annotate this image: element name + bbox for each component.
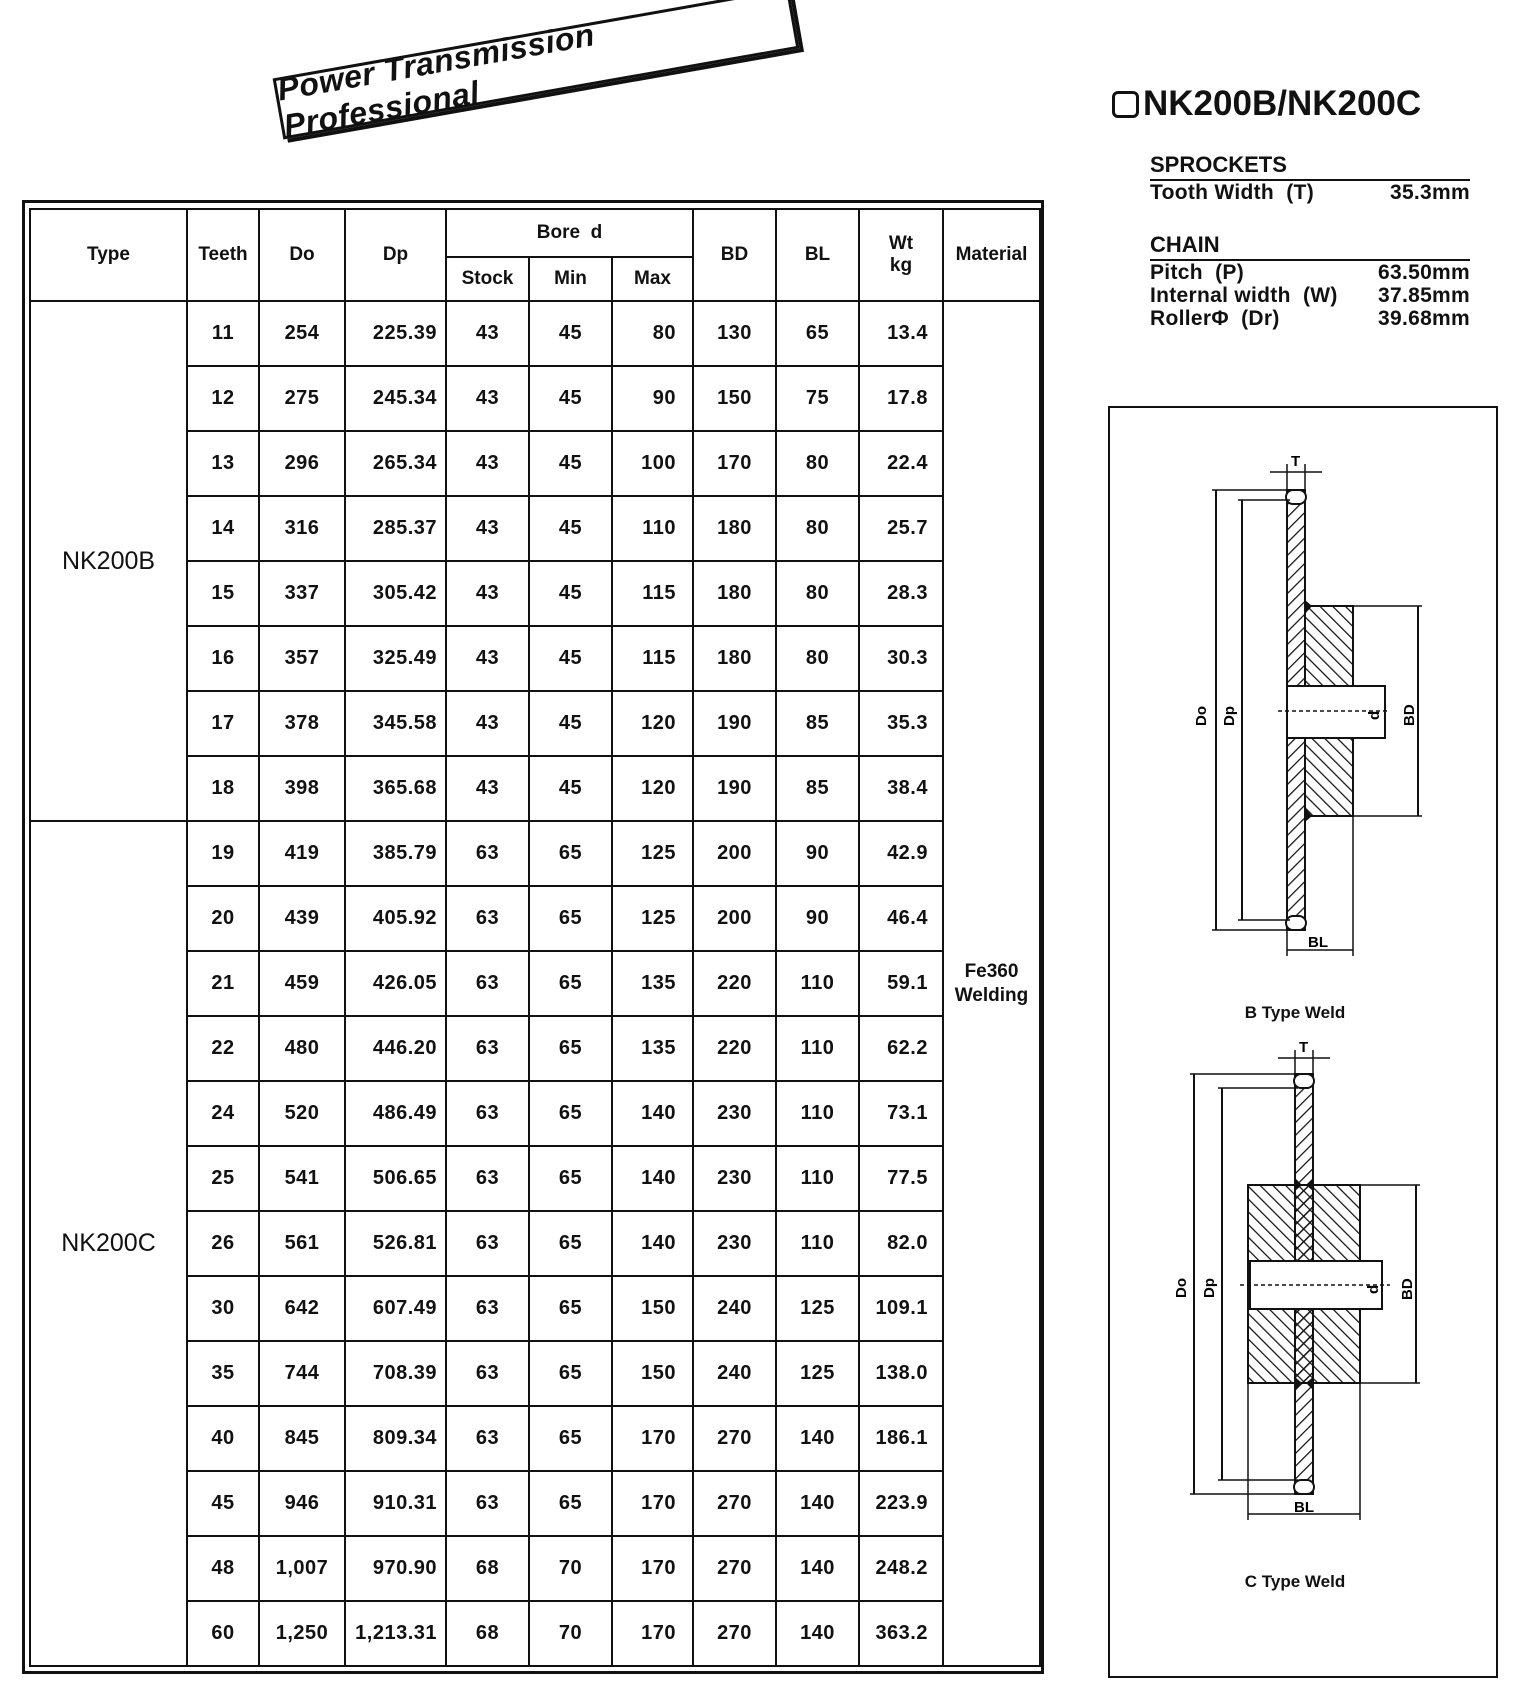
min-cell: 45	[529, 366, 612, 431]
dp-cell: 426.05	[345, 951, 446, 1016]
do-cell: 541	[259, 1146, 345, 1211]
wt-cell: 46.4	[859, 886, 943, 951]
teeth-cell: 25	[187, 1146, 259, 1211]
do-cell: 561	[259, 1211, 345, 1276]
wt-cell: 22.4	[859, 431, 943, 496]
spec-label: RollerΦ (Dr)	[1150, 307, 1280, 330]
bl-cell: 85	[776, 691, 859, 756]
stock-cell: 43	[446, 301, 529, 366]
bd-cell: 200	[693, 886, 776, 951]
table-row	[30, 821, 1040, 886]
min-cell: 45	[529, 626, 612, 691]
max-cell: 140	[612, 1146, 693, 1211]
bd-cell: 240	[693, 1341, 776, 1406]
max-cell: 115	[612, 626, 693, 691]
bd-cell: 240	[693, 1276, 776, 1341]
bl-cell: 110	[776, 951, 859, 1016]
bd-cell: 270	[693, 1601, 776, 1666]
wt-cell: 186.1	[859, 1406, 943, 1471]
dp-cell: 405.92	[345, 886, 446, 951]
table-row	[30, 301, 1040, 366]
dp-cell: 446.20	[345, 1016, 446, 1081]
do-cell: 946	[259, 1471, 345, 1536]
teeth-cell: 19	[187, 821, 259, 886]
teeth-cell: 60	[187, 1601, 259, 1666]
max-cell: 135	[612, 1016, 693, 1081]
stock-cell: 63	[446, 1081, 529, 1146]
dp-cell: 385.79	[345, 821, 446, 886]
do-cell: 1,007	[259, 1536, 345, 1601]
bl-cell: 140	[776, 1406, 859, 1471]
do-cell: 1,250	[259, 1601, 345, 1666]
bd-cell: 270	[693, 1471, 776, 1536]
teeth-cell: 24	[187, 1081, 259, 1146]
max-cell: 125	[612, 886, 693, 951]
wt-cell: 25.7	[859, 496, 943, 561]
max-cell: 170	[612, 1471, 693, 1536]
bl-cell: 110	[776, 1146, 859, 1211]
teeth-cell: 21	[187, 951, 259, 1016]
wt-cell: 73.1	[859, 1081, 943, 1146]
dp-cell: 607.49	[345, 1276, 446, 1341]
do-cell: 744	[259, 1341, 345, 1406]
min-cell: 45	[529, 431, 612, 496]
min-cell: 65	[529, 1341, 612, 1406]
bd-cell: 190	[693, 756, 776, 821]
teeth-cell: 13	[187, 431, 259, 496]
teeth-cell: 16	[187, 626, 259, 691]
stock-cell: 63	[446, 886, 529, 951]
bd-cell: 180	[693, 561, 776, 626]
bl-cell: 65	[776, 301, 859, 366]
bl-cell: 90	[776, 821, 859, 886]
d-label: d	[1365, 1284, 1382, 1294]
dp-cell: 809.34	[345, 1406, 446, 1471]
bd-cell: 220	[693, 951, 776, 1016]
do-cell: 316	[259, 496, 345, 561]
do-label: Do	[1193, 706, 1210, 726]
wt-cell: 62.2	[859, 1016, 943, 1081]
bl-cell: 80	[776, 626, 859, 691]
bl-cell: 125	[776, 1341, 859, 1406]
do-cell: 845	[259, 1406, 345, 1471]
max-cell: 170	[612, 1536, 693, 1601]
bd-label: BD	[1399, 1278, 1416, 1300]
spec-label: Tooth Width (T)	[1150, 181, 1314, 204]
do-cell: 439	[259, 886, 345, 951]
min-cell: 65	[529, 1211, 612, 1276]
dp-cell: 225.39	[345, 301, 446, 366]
do-cell: 296	[259, 431, 345, 496]
max-cell: 80	[612, 301, 693, 366]
teeth-cell: 40	[187, 1406, 259, 1471]
dp-cell: 285.37	[345, 496, 446, 561]
stock-cell: 63	[446, 1016, 529, 1081]
dp-cell: 1,213.31	[345, 1601, 446, 1666]
header-stock: Stock	[446, 257, 529, 301]
min-cell: 45	[529, 691, 612, 756]
bd-cell: 130	[693, 301, 776, 366]
bd-cell: 270	[693, 1536, 776, 1601]
min-cell: 65	[529, 1471, 612, 1536]
max-cell: 150	[612, 1276, 693, 1341]
bd-cell: 190	[693, 691, 776, 756]
stock-cell: 63	[446, 821, 529, 886]
min-cell: 65	[529, 1406, 612, 1471]
type-cell: NK200B	[30, 301, 187, 821]
teeth-cell: 45	[187, 1471, 259, 1536]
bl-cell: 125	[776, 1276, 859, 1341]
spec-label: Pitch (P)	[1150, 261, 1245, 284]
teeth-cell: 17	[187, 691, 259, 756]
dp-cell: 910.31	[345, 1471, 446, 1536]
header-type: Type	[30, 209, 187, 301]
bl-cell: 140	[776, 1601, 859, 1666]
header-bl: BL	[776, 209, 859, 301]
header-wt: Wt kg	[859, 209, 943, 301]
do-cell: 419	[259, 821, 345, 886]
min-cell: 65	[529, 886, 612, 951]
bd-cell: 230	[693, 1146, 776, 1211]
min-cell: 70	[529, 1536, 612, 1601]
min-cell: 45	[529, 561, 612, 626]
brand-stamp-banner	[273, 0, 800, 144]
dp-cell: 245.34	[345, 366, 446, 431]
spec-value: 63.50mm	[1378, 261, 1470, 284]
c-type-caption: C Type Weld	[1244, 1572, 1346, 1591]
stock-cell: 68	[446, 1601, 529, 1666]
chain-section	[1150, 232, 1470, 330]
wt-cell: 82.0	[859, 1211, 943, 1276]
spec-label: Internal width (W)	[1150, 284, 1338, 307]
max-cell: 125	[612, 821, 693, 886]
max-cell: 135	[612, 951, 693, 1016]
do-cell: 398	[259, 756, 345, 821]
bd-cell: 230	[693, 1211, 776, 1276]
min-cell: 70	[529, 1601, 612, 1666]
wt-cell: 38.4	[859, 756, 943, 821]
bd-cell: 230	[693, 1081, 776, 1146]
wt-cell: 248.2	[859, 1536, 943, 1601]
teeth-cell: 15	[187, 561, 259, 626]
do-cell: 520	[259, 1081, 345, 1146]
dp-cell: 305.42	[345, 561, 446, 626]
stock-cell: 43	[446, 691, 529, 756]
bd-label: BD	[1401, 704, 1418, 726]
dp-cell: 708.39	[345, 1341, 446, 1406]
do-cell: 337	[259, 561, 345, 626]
max-cell: 120	[612, 691, 693, 756]
max-cell: 120	[612, 756, 693, 821]
teeth-cell: 18	[187, 756, 259, 821]
max-cell: 90	[612, 366, 693, 431]
header-teeth: Teeth	[187, 209, 259, 301]
wt-cell: 363.2	[859, 1601, 943, 1666]
spec-value: 39.68mm	[1378, 307, 1470, 330]
spec-table-body	[30, 301, 1040, 1666]
min-cell: 45	[529, 301, 612, 366]
stock-cell: 43	[446, 626, 529, 691]
bl-cell: 85	[776, 756, 859, 821]
do-label: Do	[1173, 1278, 1190, 1298]
max-cell: 115	[612, 561, 693, 626]
bd-cell: 180	[693, 496, 776, 561]
stock-cell: 43	[446, 496, 529, 561]
wt-cell: 42.9	[859, 821, 943, 886]
header-max: Max	[612, 257, 693, 301]
dp-cell: 345.58	[345, 691, 446, 756]
min-cell: 65	[529, 1146, 612, 1211]
t-label: T	[1291, 453, 1301, 470]
dp-cell: 526.81	[345, 1211, 446, 1276]
bl-cell: 140	[776, 1471, 859, 1536]
stock-cell: 63	[446, 1471, 529, 1536]
bd-cell: 200	[693, 821, 776, 886]
wt-cell: 28.3	[859, 561, 943, 626]
b-type-caption: B Type Weld	[1244, 1003, 1346, 1022]
wt-cell: 13.4	[859, 301, 943, 366]
wt-cell: 59.1	[859, 951, 943, 1016]
header-min: Min	[529, 257, 612, 301]
header-bd: BD	[693, 209, 776, 301]
wt-cell: 223.9	[859, 1471, 943, 1536]
max-cell: 150	[612, 1341, 693, 1406]
dp-cell: 506.65	[345, 1146, 446, 1211]
bl-cell: 90	[776, 886, 859, 951]
do-cell: 357	[259, 626, 345, 691]
wt-cell: 109.1	[859, 1276, 943, 1341]
dp-cell: 365.68	[345, 756, 446, 821]
stock-cell: 43	[446, 561, 529, 626]
do-cell: 254	[259, 301, 345, 366]
dp-cell: 486.49	[345, 1081, 446, 1146]
teeth-cell: 26	[187, 1211, 259, 1276]
t-label: T	[1299, 1039, 1309, 1056]
teeth-cell: 22	[187, 1016, 259, 1081]
teeth-cell: 48	[187, 1536, 259, 1601]
teeth-cell: 35	[187, 1341, 259, 1406]
spec-row	[1150, 181, 1470, 204]
max-cell: 140	[612, 1211, 693, 1276]
bl-label: BL	[1294, 1499, 1314, 1516]
do-cell: 378	[259, 691, 345, 756]
chain-heading: CHAIN	[1150, 232, 1470, 261]
wt-cell: 77.5	[859, 1146, 943, 1211]
stock-cell: 63	[446, 1146, 529, 1211]
do-cell: 459	[259, 951, 345, 1016]
min-cell: 45	[529, 496, 612, 561]
stock-cell: 43	[446, 431, 529, 496]
min-cell: 65	[529, 821, 612, 886]
min-cell: 65	[529, 1276, 612, 1341]
stock-cell: 63	[446, 1276, 529, 1341]
do-cell: 642	[259, 1276, 345, 1341]
bl-cell: 110	[776, 1211, 859, 1276]
min-cell: 65	[529, 1016, 612, 1081]
bl-cell: 75	[776, 366, 859, 431]
banner-text: Power Transmission Professional	[274, 16, 598, 144]
teeth-cell: 20	[187, 886, 259, 951]
c-type-weld-diagram	[1150, 1038, 1450, 1538]
stock-cell: 43	[446, 756, 529, 821]
model-title	[1112, 84, 1421, 124]
type-cell: NK200C	[30, 821, 187, 1666]
stock-cell: 63	[446, 1211, 529, 1276]
bd-cell: 220	[693, 1016, 776, 1081]
dp-cell: 325.49	[345, 626, 446, 691]
bd-cell: 150	[693, 366, 776, 431]
stock-cell: 63	[446, 1341, 529, 1406]
spec-row	[1150, 284, 1470, 307]
bd-cell: 270	[693, 1406, 776, 1471]
bd-cell: 180	[693, 626, 776, 691]
spec-value: 37.85mm	[1378, 284, 1470, 307]
bl-cell: 140	[776, 1536, 859, 1601]
sprockets-heading: SPROCKETS	[1150, 152, 1470, 181]
bl-cell: 80	[776, 561, 859, 626]
teeth-cell: 14	[187, 496, 259, 561]
max-cell: 170	[612, 1406, 693, 1471]
do-cell: 480	[259, 1016, 345, 1081]
d-label: d	[1366, 710, 1383, 720]
bd-cell: 170	[693, 431, 776, 496]
dp-cell: 970.90	[345, 1536, 446, 1601]
model-title-text: NK200B/NK200C	[1143, 84, 1422, 123]
min-cell: 65	[529, 1081, 612, 1146]
dp-cell: 265.34	[345, 431, 446, 496]
stock-cell: 43	[446, 366, 529, 431]
min-cell: 45	[529, 756, 612, 821]
header-do: Do	[259, 209, 345, 301]
min-cell: 65	[529, 951, 612, 1016]
wt-cell: 30.3	[859, 626, 943, 691]
stock-cell: 68	[446, 1536, 529, 1601]
bl-label: BL	[1308, 934, 1328, 951]
max-cell: 140	[612, 1081, 693, 1146]
checkbox-icon	[1112, 91, 1139, 118]
spec-value: 35.3mm	[1389, 181, 1470, 204]
do-cell: 275	[259, 366, 345, 431]
b-type-weld-diagram	[1150, 450, 1450, 970]
spec-row	[1150, 307, 1470, 330]
max-cell: 110	[612, 496, 693, 561]
material-cell: Fe360 Welding	[943, 301, 1040, 1666]
header-material: Material	[943, 209, 1040, 301]
teeth-cell: 12	[187, 366, 259, 431]
bl-cell: 110	[776, 1016, 859, 1081]
dp-label: Dp	[1201, 1278, 1218, 1298]
spec-row	[1150, 261, 1470, 284]
bl-cell: 80	[776, 431, 859, 496]
sprocket-spec-table	[29, 208, 1041, 1667]
bl-cell: 110	[776, 1081, 859, 1146]
wt-cell: 35.3	[859, 691, 943, 756]
stock-cell: 63	[446, 1406, 529, 1471]
sprockets-section	[1150, 152, 1470, 204]
bl-cell: 80	[776, 496, 859, 561]
wt-cell: 138.0	[859, 1341, 943, 1406]
teeth-cell: 11	[187, 301, 259, 366]
wt-cell: 17.8	[859, 366, 943, 431]
header-bore: Bore d	[446, 209, 693, 257]
max-cell: 170	[612, 1601, 693, 1666]
header-dp: Dp	[345, 209, 446, 301]
max-cell: 100	[612, 431, 693, 496]
dp-label: Dp	[1221, 706, 1238, 726]
stock-cell: 63	[446, 951, 529, 1016]
teeth-cell: 30	[187, 1276, 259, 1341]
